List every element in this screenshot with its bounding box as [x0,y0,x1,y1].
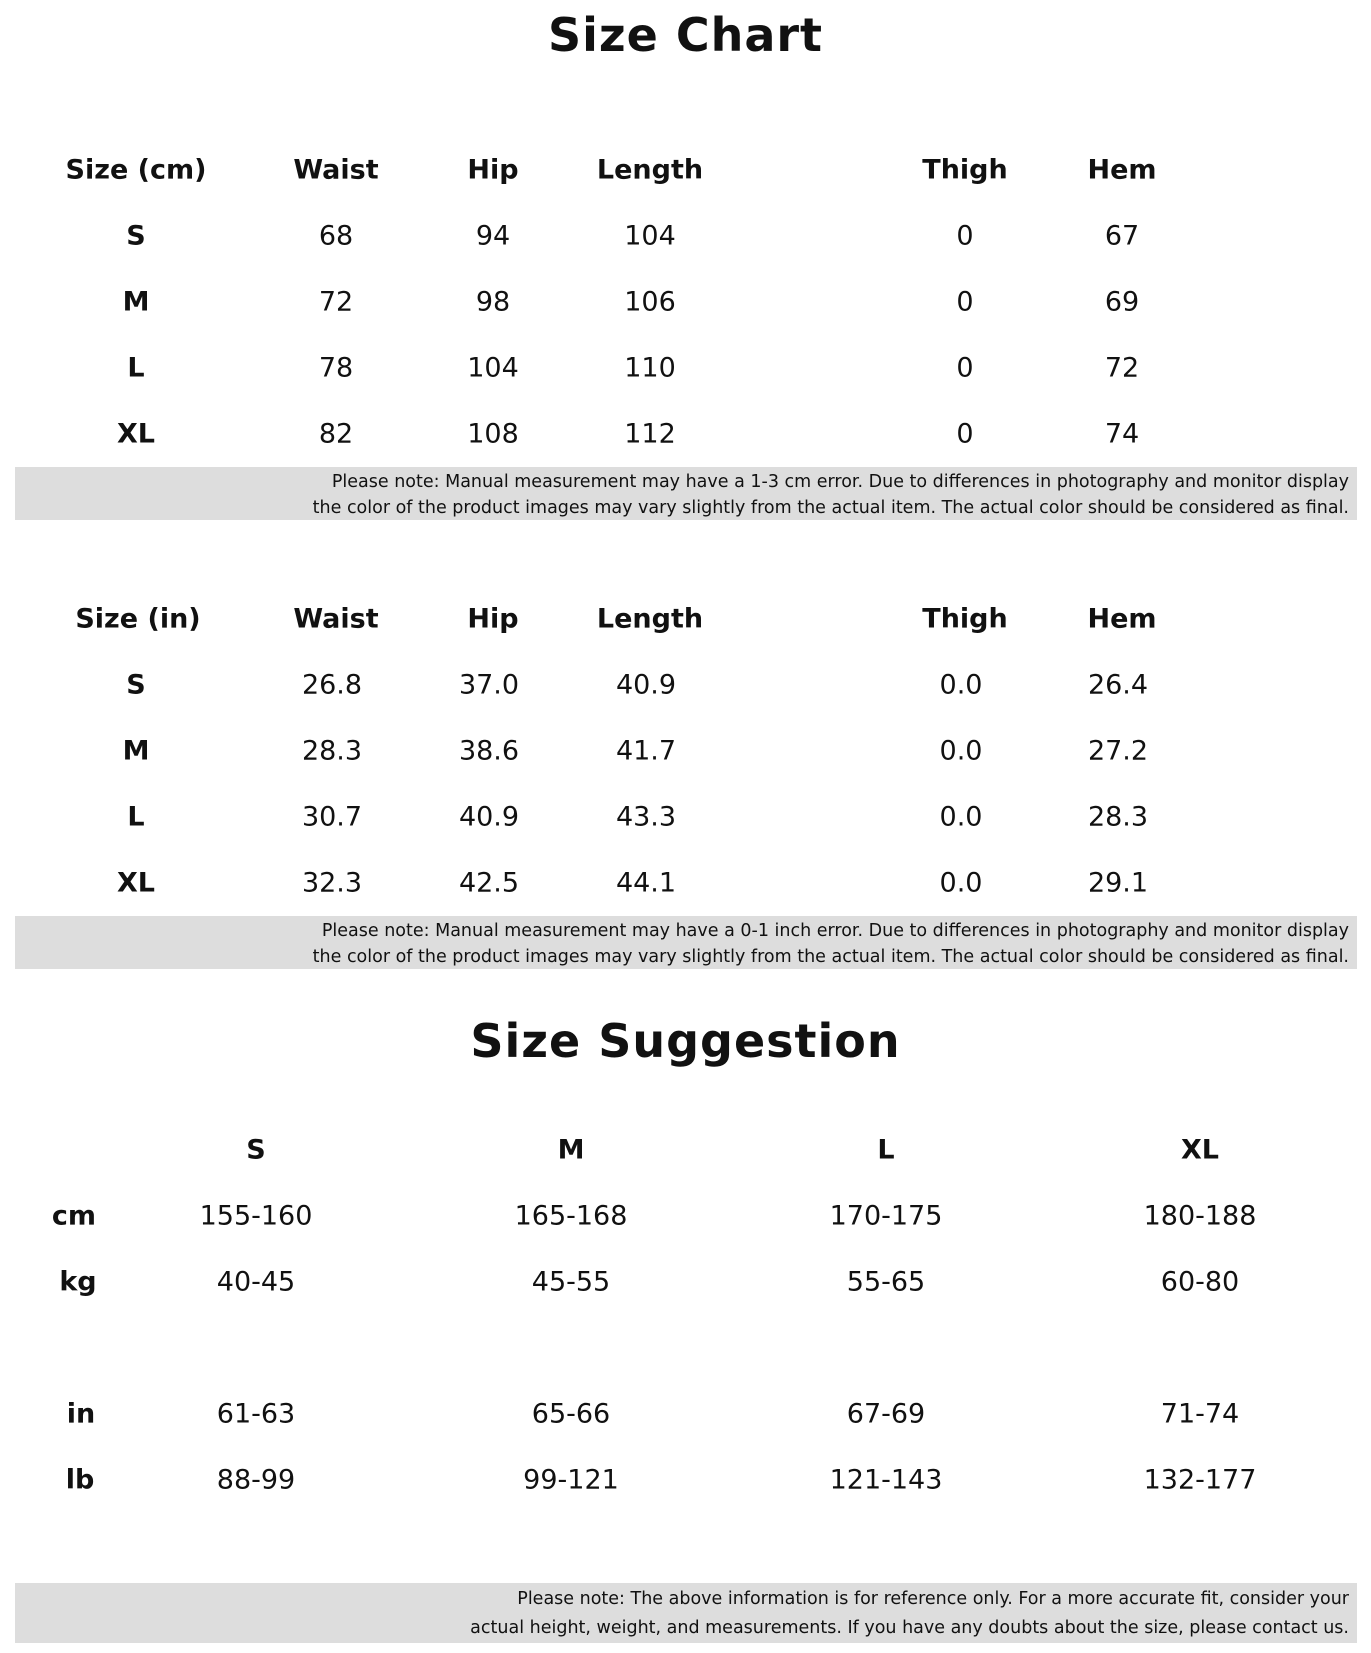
table-cell: 40.9 [458,801,520,833]
table-cell: 0.0 [939,867,983,899]
note-line: the color of the product images may vary slightly from the actual item. The actual color should be considered as final. [312,498,1349,518]
size-suggestion-title: Size Suggestion [470,1014,901,1068]
table-cell: 108 [467,418,519,450]
size-chart-title: Size Chart [547,8,824,62]
table-cell: 0.0 [939,669,983,701]
suggestion-row-label: in [66,1398,96,1430]
measurement-note-cm [15,467,1357,520]
suggestion-cell: 61-63 [216,1398,296,1430]
suggestion-cell: 60-80 [1160,1266,1240,1298]
table-cell: 26.8 [301,669,363,701]
header-waist: Waist [293,603,379,635]
header-length: Length [596,154,704,186]
table-cell: 26.4 [1087,669,1149,701]
header-size-cm: Size (cm) [65,154,207,186]
suggestion-cell: 170-175 [829,1200,943,1232]
table-cell: 72 [1104,352,1140,384]
note-line: the color of the product images may vary slightly from the actual item. The actual color should be considered as final. [312,947,1349,967]
table-cell: 94 [475,220,511,252]
header-waist: Waist [293,154,379,186]
table-cell: 28.3 [301,735,363,767]
header-hip: Hip [467,154,519,186]
suggestion-cell: 67-69 [846,1398,926,1430]
table-cell: 0.0 [939,801,983,833]
table-cell: 0 [956,418,974,450]
table-cell: 110 [624,352,676,384]
header-size-in: Size (in) [75,603,201,635]
table-cell: 38.6 [458,735,520,767]
table-cell: 40.9 [615,669,677,701]
table-cell: 104 [467,352,519,384]
suggestion-cell: 71-74 [1160,1398,1240,1430]
note-line: Please note: Manual measurement may have a 0-1 inch error. Due to differences in photography and monitor display [321,921,1349,941]
table-cell: 30.7 [301,801,363,833]
suggestion-cell: 165-168 [514,1200,628,1232]
suggestion-cell: 99-121 [523,1464,619,1496]
table-cell: 43.3 [615,801,677,833]
suggestion-cell: 40-45 [216,1266,296,1298]
table-cell: 98 [475,286,511,318]
table-cell: 112 [624,418,676,450]
suggestion-cell: 121-143 [829,1464,943,1496]
suggestion-cell: 88-99 [216,1464,296,1496]
header-thigh: Thigh [922,603,1008,635]
header-thigh: Thigh [922,154,1008,186]
table-cell: 82 [318,418,354,450]
note-line: Please note: The above information is for reference only. For a more accurate fit, consider your [517,1589,1349,1609]
table-cell: 0 [956,352,974,384]
header-hip: Hip [467,603,519,635]
table-row-label: XL [116,867,156,899]
table-cell: 0 [956,220,974,252]
table-cell: 106 [624,286,676,318]
suggestion-row-label: kg [59,1266,97,1298]
table-row-label: L [127,801,145,833]
suggestion-header-size: L [877,1134,895,1166]
table-cell: 0 [956,286,974,318]
header-length: Length [596,603,704,635]
table-cell: 78 [318,352,354,384]
suggestion-header-size: M [557,1134,585,1166]
table-row-label: S [126,669,146,701]
suggestion-cell: 155-160 [199,1200,313,1232]
header-hem: Hem [1087,603,1157,635]
table-cell: 32.3 [301,867,363,899]
table-cell: 74 [1104,418,1140,450]
table-cell: 104 [624,220,676,252]
table-cell: 72 [318,286,354,318]
table-cell: 44.1 [615,867,677,899]
table-cell: 37.0 [458,669,520,701]
suggestion-row-label: cm [51,1200,97,1232]
suggestion-cell: 55-65 [846,1266,926,1298]
table-cell: 68 [318,220,354,252]
suggestion-cell: 45-55 [531,1266,611,1298]
table-cell: 29.1 [1087,867,1149,899]
table-cell: 42.5 [458,867,520,899]
suggestion-cell: 180-188 [1143,1200,1257,1232]
suggestion-cell: 132-177 [1143,1464,1257,1496]
table-cell: 67 [1104,220,1140,252]
note-line: Please note: Manual measurement may have a 1-3 cm error. Due to differences in photography and monitor display [331,472,1349,492]
suggestion-cell: 65-66 [531,1398,611,1430]
table-cell: 0.0 [939,735,983,767]
suggestion-row-label: lb [65,1464,95,1496]
measurement-note-in [15,916,1357,969]
table-row-label: L [127,352,145,384]
table-cell: 41.7 [615,735,677,767]
table-cell: 28.3 [1087,801,1149,833]
table-row-label: M [122,286,150,318]
table-cell: 69 [1104,286,1140,318]
table-row-label: XL [116,418,156,450]
table-row-label: M [122,735,150,767]
table-cell: 27.2 [1087,735,1149,767]
note-line: actual height, weight, and measurements. If you have any doubts about the size, please contact us. [470,1618,1349,1638]
table-row-label: S [126,220,146,252]
suggestion-header-size: XL [1180,1134,1220,1166]
suggestion-header-size: S [246,1134,266,1166]
header-hem: Hem [1087,154,1157,186]
size-suggestion-note [15,1583,1357,1643]
